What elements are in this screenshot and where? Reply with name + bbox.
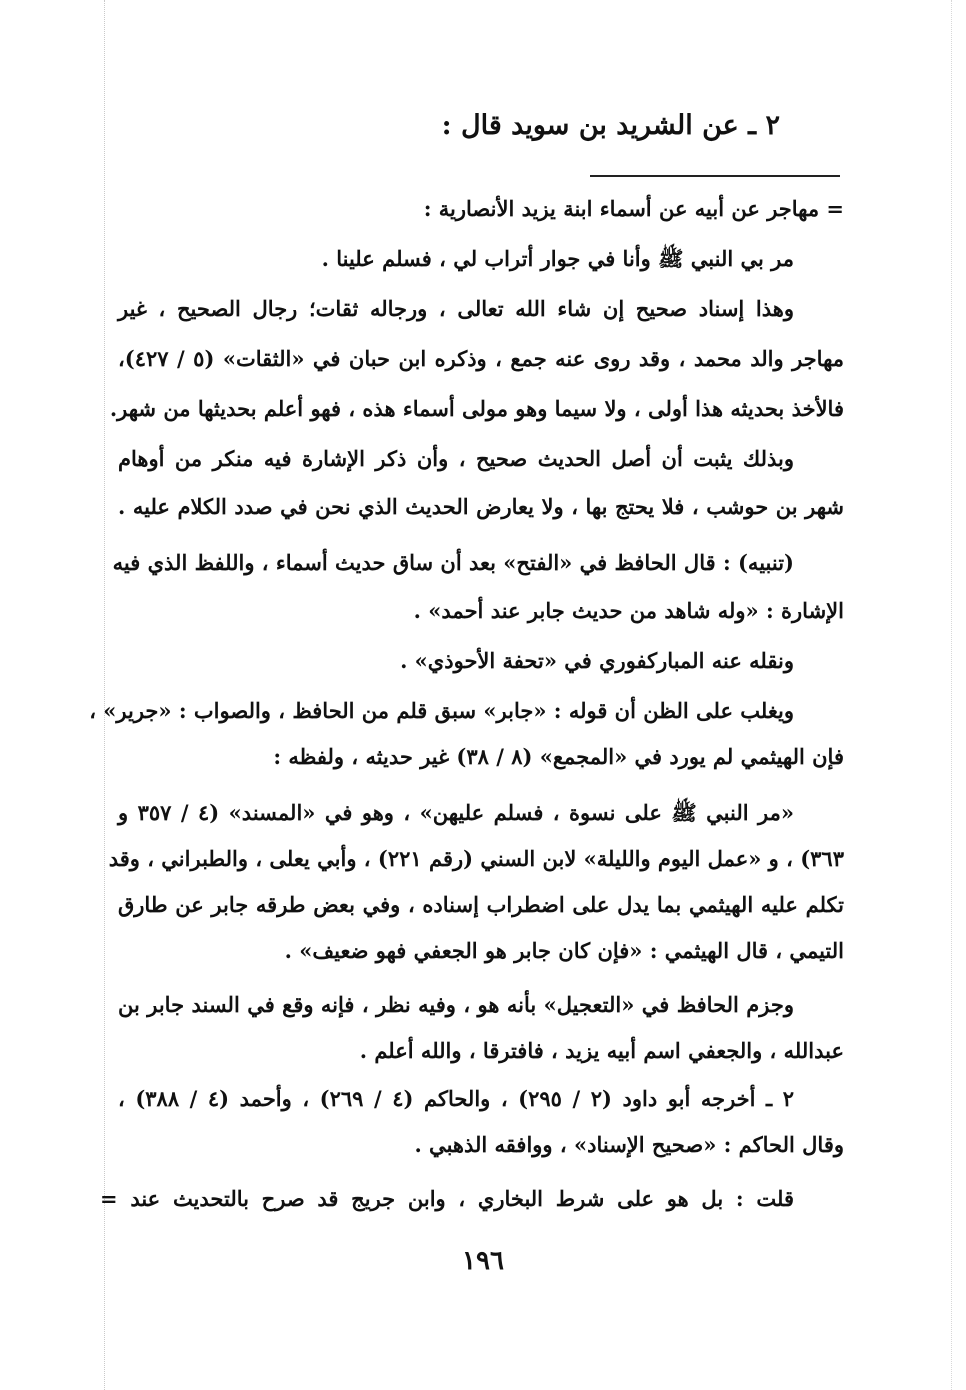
footnote-line: قلت : بل هو على شرط البخاري ، وابن جريج قد صرح بالتحديث عند = (100, 1186, 794, 1211)
footnote-line: ٢ ـ أخرجه أبو داود (٢ / ٢٩٥) ، والحاكم (٤ / ٢٦٩) ، وأحمد (٤ / ٣٨٨) ، (118, 1086, 795, 1111)
text-line: فإن الهيثمي لم يورد في «المجمع» (٨ / ٣٨) غير حديثه ، ولفظه : (273, 744, 844, 769)
footnote-separator (590, 175, 840, 177)
scan-margin-line (104, 0, 105, 1390)
page-number: ١٩٦ (462, 1246, 504, 1276)
text-line: عبدالله ، والجعفي اسم أبيه يزيد ، فافترقا ، والله أعلم . (359, 1038, 844, 1063)
scan-edge-line (951, 0, 952, 1390)
text-line: مر بي النبي ﷺ وأنا في جوار أتراب لي ، فسلم علينا . (321, 246, 794, 271)
text-line: تكلم عليه الهيثمي بما يدل على اضطراب إسناده ، وفي بعض طرقه جابر عن طارق (118, 892, 844, 917)
text-line: وهذا إسناد صحيح إن شاء الله تعالى ، ورجاله ثقات؛ رجال الصحيح ، غير (118, 296, 794, 321)
text-line: مهاجر والد محمد ، وقد روى عنه جمع ، وذكره ابن حبان في «الثقات» (٥ / ٤٢٧)، (118, 346, 844, 371)
text-line: (تنبيه) : قال الحافظ في «الفتح» بعد أن ساق حديث أسماء ، واللفظ الذي فيه (112, 550, 794, 575)
text-line: ٣٦٣) ، و «عمل اليوم والليلة» لابن السني (رقم ٢٢١) ، وأبي يعلى ، والطبراني ، وقد (108, 846, 844, 871)
hadith-heading: ٢ ـ عن الشريد بن سويد قال : (441, 110, 780, 141)
text-line: وبذلك يثبت أن أصل الحديث صحيح ، وأن ذكر الإشارة فيه منكر من أوهام (118, 446, 794, 471)
text-line: ويغلب على الظن أن قوله : «جابر» سبق قلم من الحافظ ، والصواب : «جرير» ، (89, 698, 794, 723)
text-line: التيمي ، قال الهيثمي : «فإن كان جابر هو الجعفي فهو ضعيف» . (284, 938, 844, 963)
text-line: فالأخذ بحديثه هذا أولى ، ولا سيما وهو مولى أسماء هذه ، فهو أعلم بحديثها من شهر. (109, 396, 844, 421)
text-line: وجزم الحافظ في «التعجيل» بأنه هو ، وفيه نظر ، فإنه وقع في السند جابر بن (118, 992, 794, 1017)
footnote-line: وقال الحاكم : «صحيح الإسناد» ، ووافقه الذهبي . (414, 1132, 844, 1157)
text-line: «مر النبي ﷺ على نسوة ، فسلم عليهن» ، وهو في «المسند» (٤ / ٣٥٧ و (118, 800, 794, 825)
text-line: = مهاجر عن أبيه عن أسماء ابنة يزيد الأنصارية : (423, 196, 844, 221)
text-line: شهر بن حوشب ، فلا يحتج بها ، ولا يعارض الحديث الذي نحن في صدد الكلام عليه . (118, 494, 844, 519)
text-line: ونقله عنه المباركفوري في «تحفة الأحوذي» . (400, 648, 794, 673)
text-line: الإشارة : «وله شاهد من حديث جابر عند أحمد» . (413, 598, 844, 623)
